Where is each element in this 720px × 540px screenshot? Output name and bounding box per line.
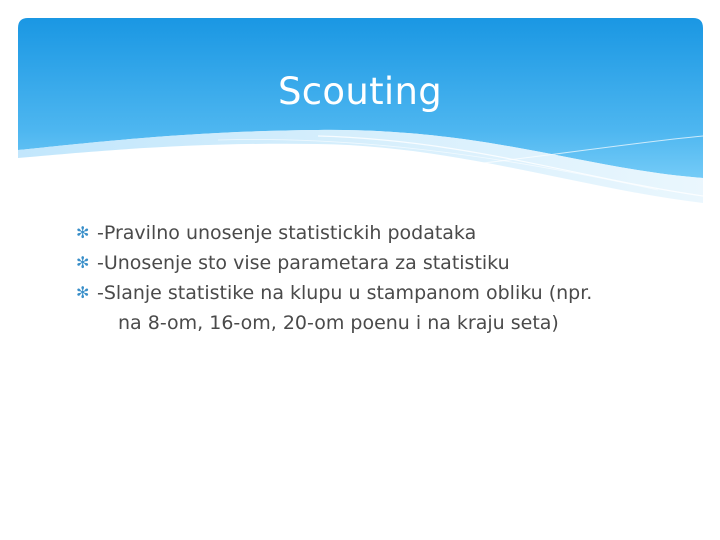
bullet-list — [76, 218, 676, 338]
bullet-item — [76, 218, 676, 248]
bullet-text-continuation: na 8-om, 16-om, 20-om poenu i na kraju seta) — [118, 312, 559, 334]
bullet-item — [76, 248, 676, 278]
bullet-text: -Pravilno unosenje statistickih podataka — [97, 222, 477, 244]
slide-title: Scouting — [277, 70, 443, 113]
bullet-item — [76, 278, 676, 338]
bullet-text: -Unosenje sto vise parametara za statistiku — [97, 252, 510, 274]
star-asterisk-icon: ✻ — [76, 283, 90, 302]
star-asterisk-icon: ✻ — [76, 253, 90, 272]
bullet-text: -Slanje statistike na klupu u stampanom obliku (npr. — [97, 282, 593, 304]
title-banner — [18, 18, 703, 203]
star-asterisk-icon: ✻ — [76, 223, 90, 242]
